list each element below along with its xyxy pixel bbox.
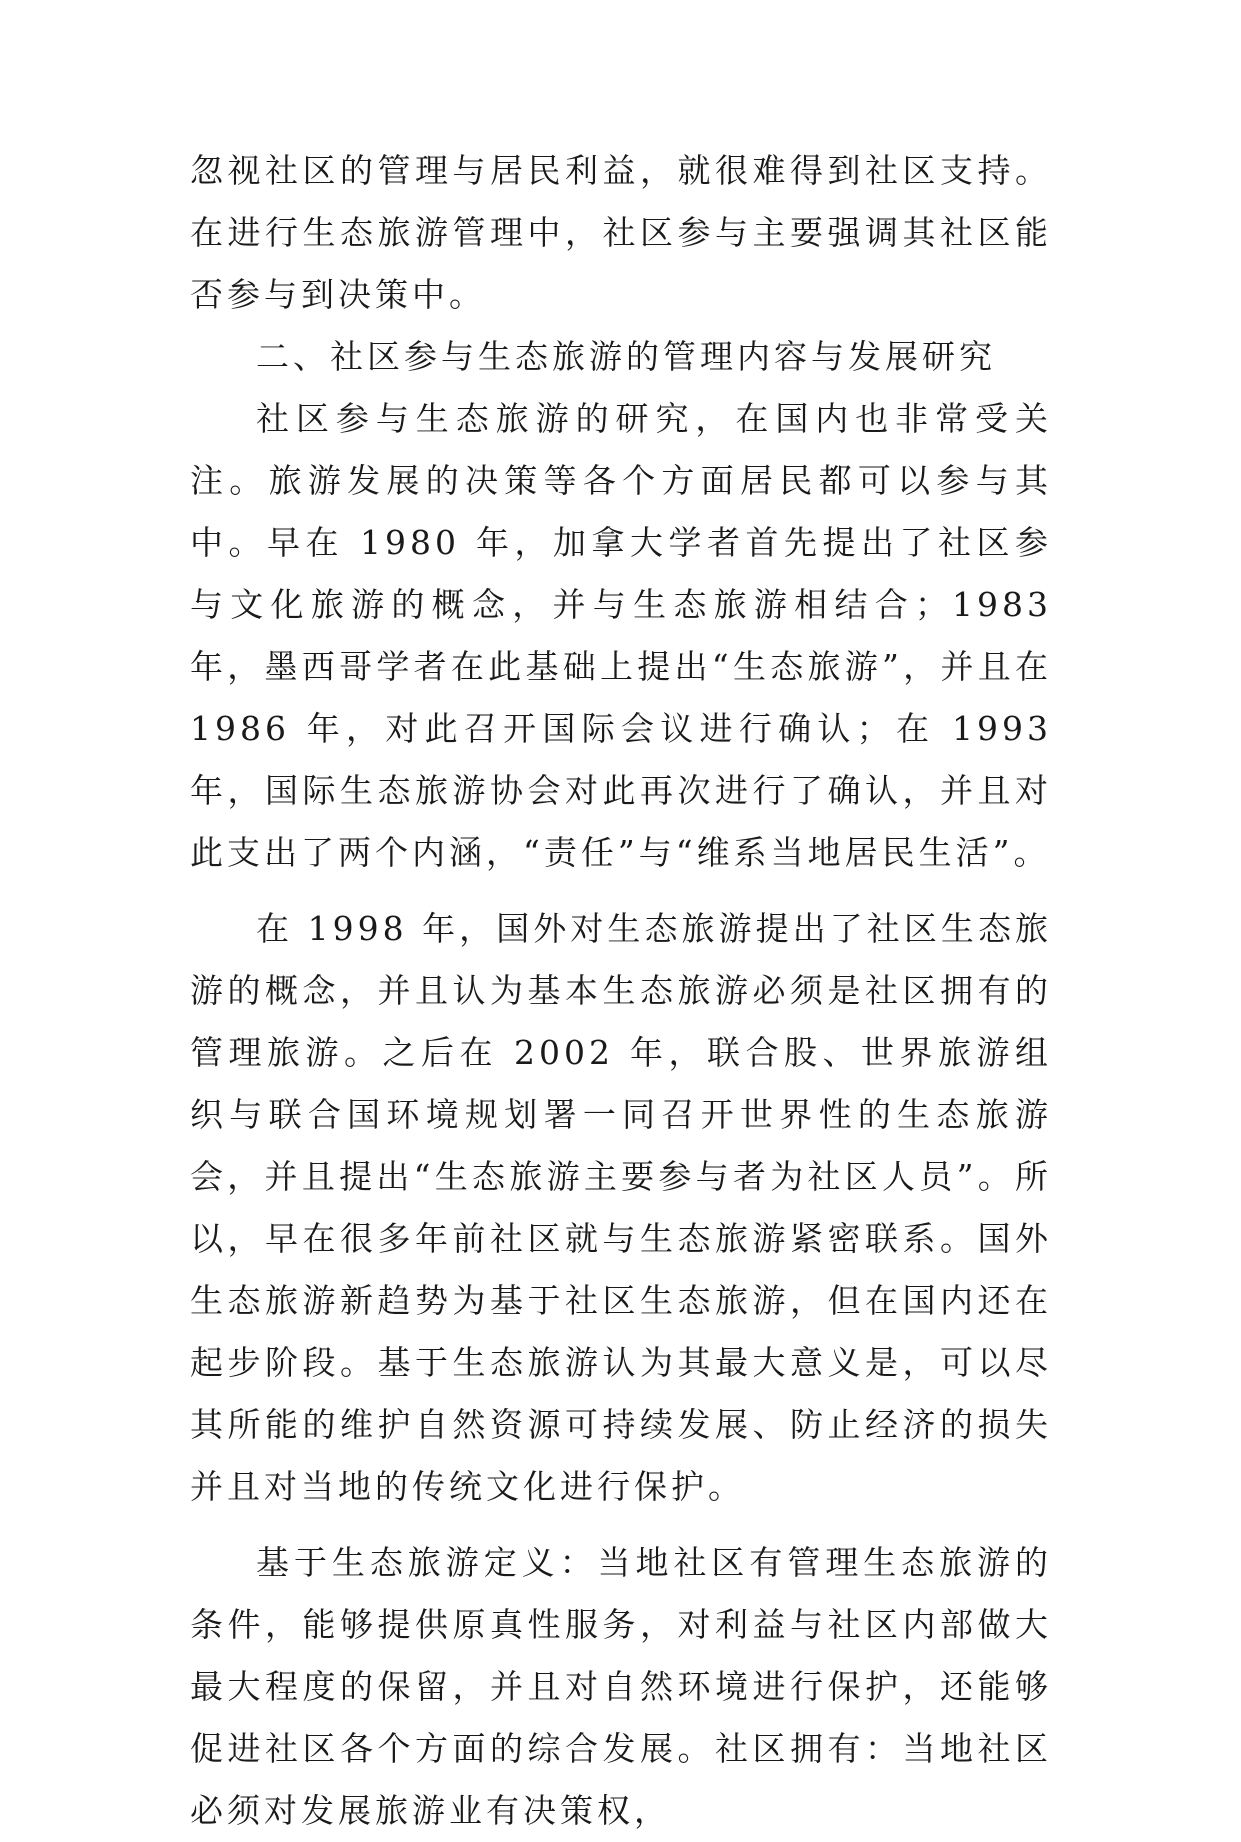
paragraph-international-development: 在 1998 年，国外对生态旅游提出了社区生态旅游的概念，并且认为基本生态旅游必须是社区拥有的管理旅游。之后在 2002 年，联合股、世界旅游组织与联合国环境规划署一同召开世界性的生态旅游会，并且提出“生态旅游主要参与者为社区人员”。所以，早在很多年前社区就与生态旅游紧密联系。国外生态旅游新趋势为基于社区生态旅游，但在国内还在起步阶段。基于生态旅游认为其最大意义是，可以尽其所能的维护自然资源可持续发展、防止经济的损失并且对当地的传统文化进行保护。 [190, 909, 1052, 1506]
document-page [190, 140, 1052, 1842]
paragraph-definition: 基于生态旅游定义：当地社区有管理生态旅游的条件，能够提供原真性服务，对利益与社区内部做大最大程度的保留，并且对自然环境进行保护，还能够促进社区各个方面的综合发展。社区拥有：当地社区必须对发展旅游业有决策权， [190, 1543, 1052, 1830]
paragraph-intro-continued: 忽视社区的管理与居民利益，就很难得到社区支持。在进行生态旅游管理中，社区参与主要强调其社区能否参与到决策中。 [190, 151, 1052, 314]
section-heading: 二、社区参与生态旅游的管理内容与发展研究 [256, 337, 996, 376]
paragraph-research-history: 社区参与生态旅游的研究，在国内也非常受关注。旅游发展的决策等各个方面居民都可以参与其中。早在 1980 年，加拿大学者首先提出了社区参与文化旅游的概念，并与生态旅游相结合；1983 年，墨西哥学者在此基础上提出“生态旅游”，并且在 1986 年，对此召开国际会议进行确认；在 1993 年，国际生态旅游协会对此再次进行了确认，并且对此支出了两个内涵，“责任”与“维系当地居民生活”。 [190, 399, 1052, 872]
